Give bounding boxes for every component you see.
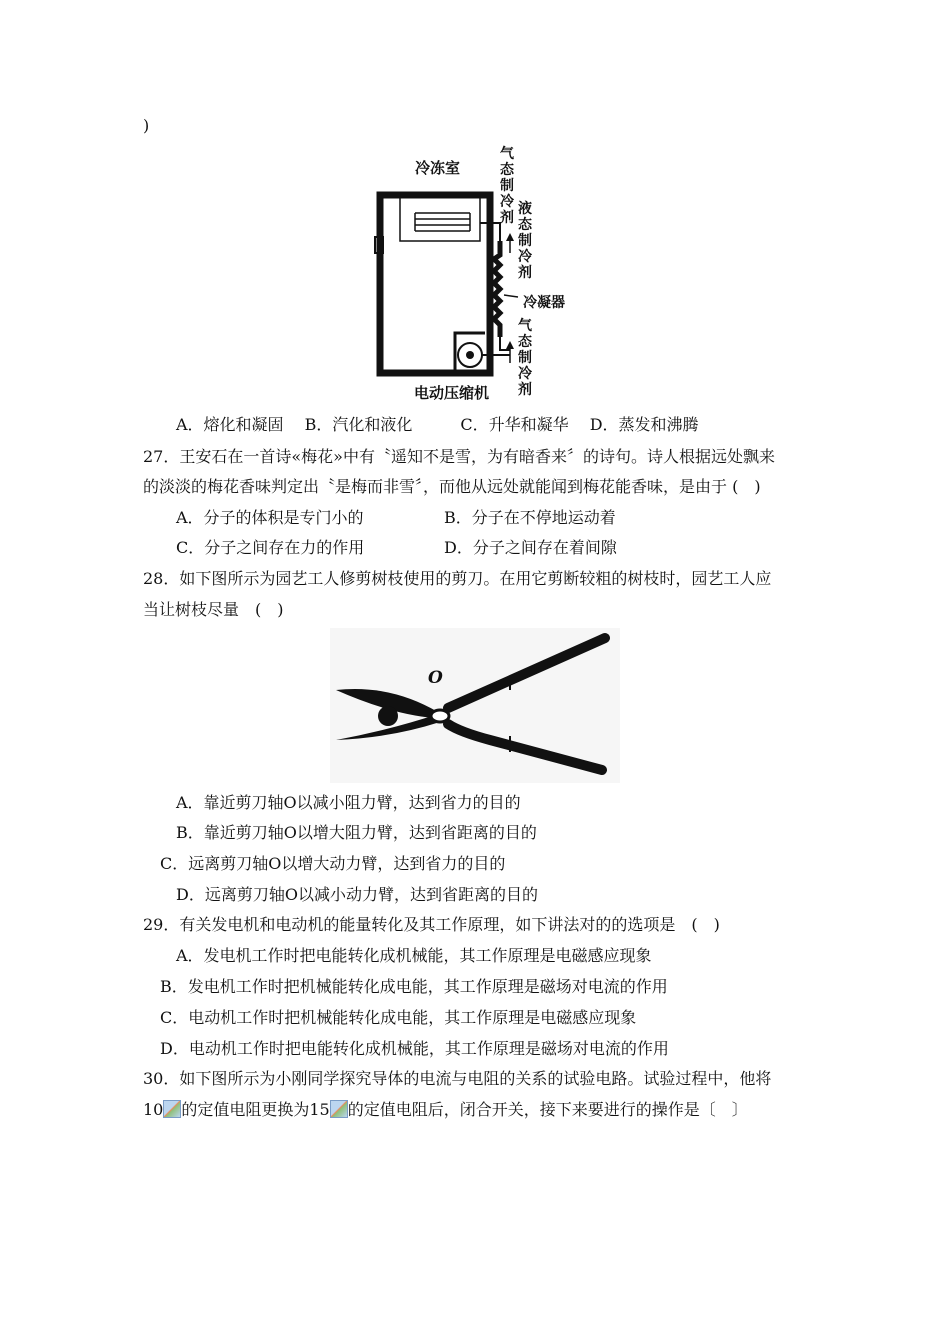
- q27-option-c: C．分子之间存在力的作用: [176, 538, 365, 557]
- gas-refrigerant-top-label: 气态制冷剂: [500, 146, 514, 226]
- q28-stem-line1: 28．如下图所示为园艺工人修剪树枝使用的剪刀。在用它剪断较粗的树枝时，园艺工人应: [143, 569, 772, 588]
- refrigerator-diagram: [370, 145, 580, 407]
- q30-stem-line1: 30．如下图所示为小刚同学探究导体的电流与电阻的关系的试验电路。试验过程中，他将: [143, 1069, 772, 1088]
- q28-option-c: C．远离剪刀轴O以增大动力臂，达到省力的目的: [160, 854, 506, 873]
- q29-option-a: A．发电机工作时把电能转化成机械能，其工作原理是电磁感应现象: [176, 946, 652, 965]
- q30-stem-line2: [143, 1099, 748, 1121]
- q27-option-b: B．分子在不停地运动着: [444, 508, 616, 527]
- q28-option-b: B．靠近剪刀轴O以增大阻力臂，达到省距离的目的: [176, 823, 537, 842]
- q28-stem-line2: 当让树枝尽量 ( ): [143, 600, 284, 619]
- q28-option-a: A．靠近剪刀轴O以减小阻力臂，达到省力的目的: [176, 793, 521, 812]
- compressor-label: 电动压缩机: [414, 384, 490, 402]
- q26-options: A．熔化和凝固 B．汽化和液化 C．升华和凝华 D．蒸发和沸腾: [176, 415, 699, 434]
- ohm-image-icon: [330, 1100, 348, 1118]
- q30-value-10: 10: [143, 1100, 164, 1119]
- q27-option-d: D．分子之间存在着间隙: [444, 538, 617, 557]
- q29-stem: 29．有关发电机和电动机的能量转化及其工作原理，如下讲法对的的选项是 ( ): [143, 915, 720, 934]
- liquid-refrigerant-label: 液态制冷剂: [518, 201, 532, 281]
- condenser-label: 冷凝器: [523, 295, 565, 311]
- q29-option-b: B．发电机工作时把机械能转化成电能，其工作原理是磁场对电流的作用: [160, 977, 668, 996]
- q29-option-d: D．电动机工作时把电能转化成机械能，其工作原理是磁场对电流的作用: [160, 1039, 669, 1058]
- q30-text-end: 的定值电阻后，闭合开关，接下来要进行的操作是〔 〕: [347, 1100, 748, 1119]
- q29-option-c: C．电动机工作时把机械能转化成电能，其工作原理是电磁感应现象: [160, 1008, 637, 1027]
- ohm-image-icon: [163, 1100, 181, 1118]
- q28-option-d: D．远离剪刀轴O以减小动力臂，达到省距离的目的: [176, 885, 538, 904]
- pivot-label: O: [428, 668, 443, 688]
- shears-diagram: [330, 628, 620, 783]
- gas-refrigerant-bottom-label: 气态制冷剂: [518, 318, 532, 398]
- q27-option-a: A．分子的体积是专门小的: [176, 508, 364, 527]
- freezer-label: 冷冻室: [415, 159, 461, 177]
- q27-stem-line1: 27．王安石在一首诗«梅花»中有〝遥知不是雪，为有暗香来〞的诗句。诗人根据远处飘来: [143, 447, 775, 466]
- q30-text-mid: 的定值电阻更换为15: [181, 1100, 330, 1119]
- q27-stem-line2: 的淡淡的梅花香味判定出〝是梅而非雪〞，而他从远处就能闻到梅花能香味，是由于 ( ): [143, 477, 761, 496]
- top-fragment: ): [143, 116, 150, 135]
